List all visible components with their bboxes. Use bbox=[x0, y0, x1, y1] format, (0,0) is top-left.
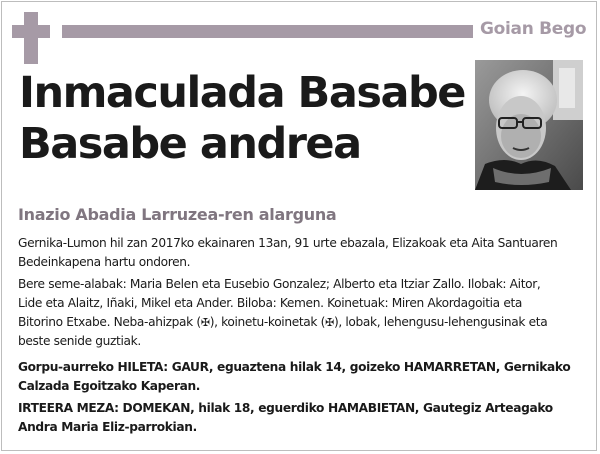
paragraph-line: Bere seme-alabak: Maria Belen eta Eusebio Gonzalez; Alberto eta Itziar Zallo. Ilobak: Aitor, bbox=[18, 277, 541, 291]
portrait-image bbox=[475, 60, 583, 190]
paragraph-line: beste senide guztiak. bbox=[18, 334, 141, 348]
paragraph-line: Andra Maria Eliz-parrokian. bbox=[18, 420, 197, 434]
text-fragment: ), koinetu-koinetak ( bbox=[209, 315, 326, 329]
paragraph-line: Calzada Egoitzako Kaperan. bbox=[18, 379, 201, 393]
subtitle: Inazio Abadia Larruzea-ren alarguna bbox=[18, 205, 337, 224]
portrait-photo bbox=[475, 60, 583, 190]
paragraph-line: Lide eta Alaitz, Iñaki, Mikel eta Ander. Biloba: Kemen. Koinetuak: Miren Akordagoitia eta bbox=[18, 296, 523, 310]
paragraph-line: Gorpu-aurreko HILETA: GAUR, eguaztena hilak 14, goizeko HAMARRETAN, Gernikako bbox=[18, 360, 571, 374]
obituary-card bbox=[1, 1, 597, 451]
paragraph-line: Bedeinkapena hartu ondoren. bbox=[18, 255, 191, 269]
cross-icon-bar bbox=[12, 25, 50, 38]
deceased-cross-icon: ✠ bbox=[325, 316, 334, 329]
deceased-name bbox=[19, 68, 464, 170]
paragraph-line: Gernika-Lumon hil zan 2017ko ekainaren 13an, 91 urte ebazala, Elizakoak eta Aita Santuaren bbox=[18, 236, 558, 250]
paragraph-line: IRTEERA MEZA: DOMEKAN, hilak 18, eguerdiko HAMABIETAN, Gautegiz Arteagako bbox=[18, 401, 553, 415]
header-bar bbox=[62, 25, 473, 38]
name-line-1: Inmaculada Basabe bbox=[19, 68, 465, 118]
mass-paragraph bbox=[18, 399, 588, 437]
name-line-2: Basabe andrea bbox=[19, 119, 361, 169]
brand-label: Goian Bego bbox=[480, 19, 587, 39]
text-fragment: Bitorino Etxabe. Neba-ahizpak ( bbox=[18, 315, 201, 329]
death-details-paragraph bbox=[18, 234, 588, 272]
paragraph-line bbox=[18, 313, 588, 332]
family-paragraph bbox=[18, 275, 588, 351]
deceased-cross-icon: ✠ bbox=[200, 316, 210, 329]
funeral-paragraph bbox=[18, 358, 588, 396]
text-fragment: ), lobak, lehengusu-lehengusinak eta bbox=[333, 315, 548, 329]
cross-icon bbox=[24, 12, 38, 64]
